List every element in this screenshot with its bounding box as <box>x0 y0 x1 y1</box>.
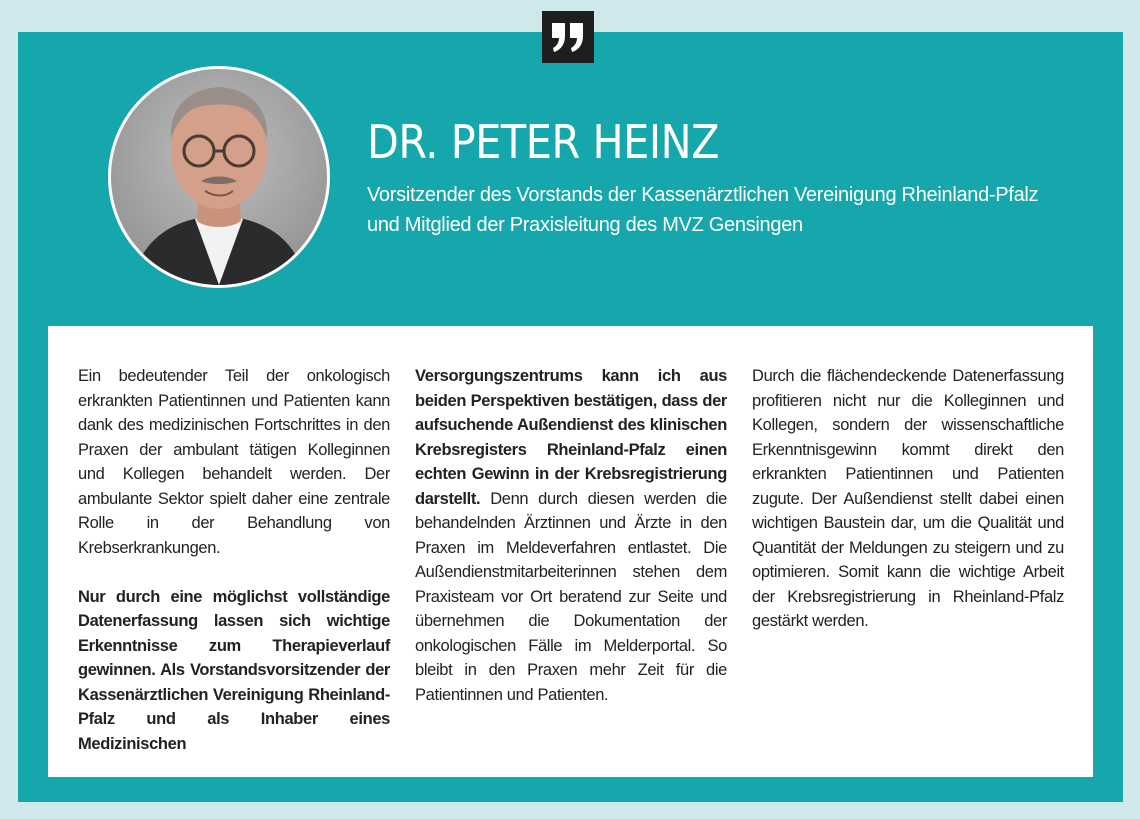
text-column-3 <box>752 364 1064 634</box>
col1-paragraph-1: Ein bedeutender Teil der onkologisch erkrankten Patientinnen und Patienten kann dank des medizinischen Fortschrittes in den Praxen der ambulant tätigen Kolleginnen und Kollegen behandelt werden. Der ambulante Sektor spielt daher eine zentrale Rolle in der Behandlung von Krebserkrankungen. <box>78 367 390 557</box>
text-column-1 <box>78 364 390 756</box>
col2-bold-text: Versorgungszentrums kann ich aus beiden Perspektiven bestätigen, dass der aufsuchende Außendienst des klinischen Krebsregisters Rheinland-Pfalz einen echten Gewinn in der Krebsregistrierung darstellt. <box>415 367 727 508</box>
col3-paragraph: Durch die flächendeckende Datenerfassung profitieren nicht nur die Kolleginnen und Kollegen, sondern der wissenschaftliche Erkenntnisgewinn kommt direkt den erkrankten Patientinnen und Patienten zugute. Der Außendienst stellt dabei einen wichtigen Baustein dar, um die Qualität und Quantität der Meldungen zu steigern und zu optimieren. Somit kann die wichtige Arbeit der Krebsregistrierung in Rheinland-Pfalz gestärkt werden. <box>752 367 1064 630</box>
statement-box <box>48 326 1093 777</box>
col2-normal-text: Denn durch diesen werden die behandelnden Ärztinnen und Ärzte in den Praxen im Meldeverfahren entlastet. Die Außendienstmitarbeiterinnen stehen dem Praxisteam vor Ort beratend zur Seite und übernehmen die Dokumentation der onkologischen Fälle im Melderportal. So bleibt in den Praxen mehr Zeit für die Patientinnen und Patienten. <box>415 489 727 704</box>
col1-paragraph-2 <box>78 585 390 757</box>
role-line-1: Vorsitzender des Vorstands der Kassenärztlichen Vereinigung Rheinland-Pfalz <box>367 184 1039 206</box>
col1-bold-text: Nur durch eine möglichst vollständige Datenerfassung lassen sich wichtige Erkenntnisse zum Therapieverlauf gewinnen. Als Vorstandsvorsitzender der Kassenärztlichen Vereinigung Rheinland-Pfalz und als Inhaber eines Medizinischen <box>78 587 390 753</box>
role-line-2: und Mitglied der Praxisleitung des MVZ Gensingen <box>367 214 803 236</box>
quote-icon <box>542 11 594 63</box>
col2-paragraph <box>415 364 727 707</box>
person-role <box>367 180 1067 240</box>
person-name: DR. PETER HEINZ <box>367 115 720 169</box>
portrait-photo <box>108 66 330 288</box>
text-column-2 <box>415 364 727 707</box>
